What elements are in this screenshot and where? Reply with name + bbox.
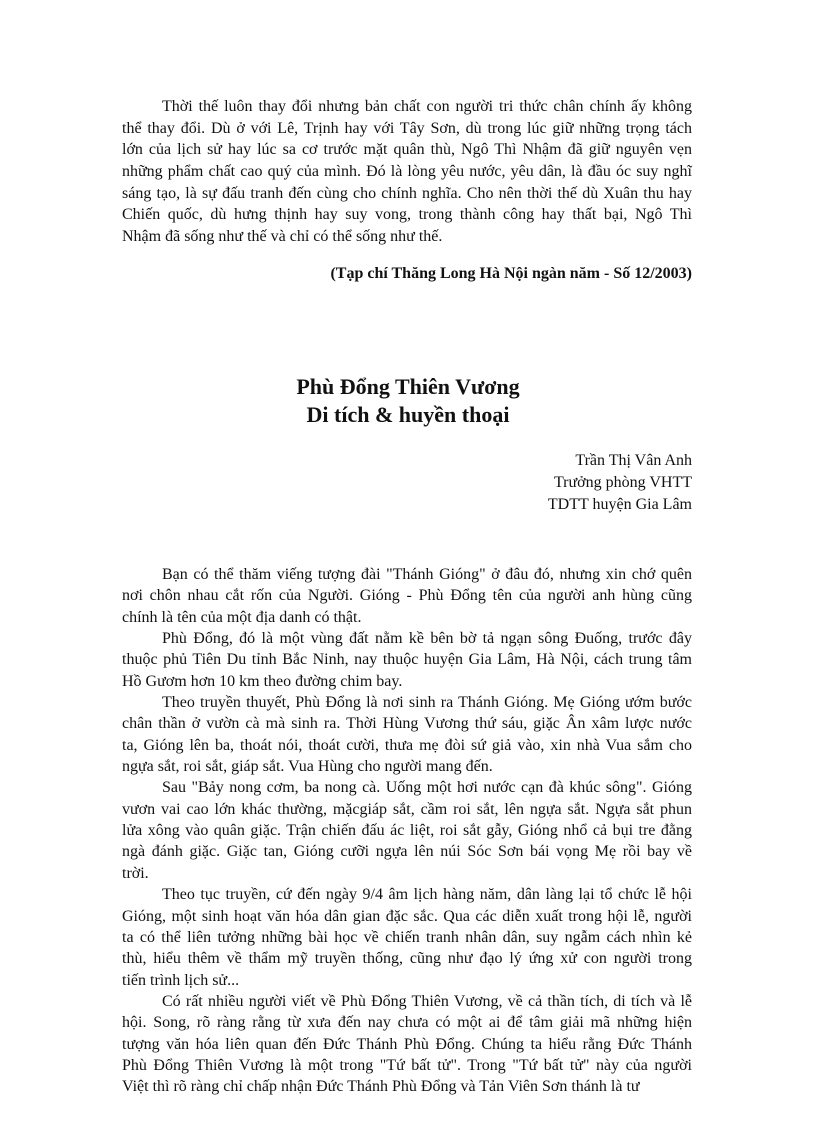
text-line: tượng văn hóa liên quan đến Đức Thánh Phù Đổng. Chúng ta hiểu rằng Đức Thánh xyxy=(122,1035,692,1053)
paragraph xyxy=(122,628,692,692)
paragraph xyxy=(122,96,692,248)
text-line: trời. xyxy=(122,864,149,882)
author-position: Trưởng phòng VHTT xyxy=(553,474,692,491)
text-line: Có rất nhiều người viết về Phù Đổng Thiên Vương, về cả thần tích, di tích và lễ xyxy=(162,992,692,1010)
text-line: chân thần ở vườn cà mà sinh ra. Thời Hùng Vương thứ sáu, giặc Ân xâm lược nước xyxy=(122,715,692,733)
article-title: Phù Đổng Thiên Vương xyxy=(296,374,520,399)
paragraph xyxy=(122,884,692,991)
text-line: Bạn có thể thăm viếng tượng đài "Thánh Gióng" ở đâu đó, nhưng xin chớ quên xyxy=(162,566,692,583)
text-line: thuộc phủ Tiên Du tỉnh Bắc Ninh, nay thuộc huyện Gia Lâm, Hà Nội, cách trung tâm xyxy=(122,651,692,669)
text-line: thể thay đổi. Dù ở với Lê, Trịnh hay với Tây Sơn, dù trong lúc giữ những trọng tách xyxy=(122,119,692,137)
text-line: lửa xông vào quân giặc. Trận chiến đấu ác liệt, roi sắt gẫy, Gióng nhổ cả bụi tre đằng xyxy=(122,822,692,840)
text-line: Sau "Bảy nong cơm, ba nong cà. Uống một hơi nước cạn đà khúc sông". Gióng xyxy=(162,779,692,797)
paragraph xyxy=(122,777,692,884)
text-line: thù, hiểu thêm về thẩm mỹ truyền thống, cũng như đạo lý ứng xử con người trong xyxy=(122,950,692,968)
text-line: Theo tục truyền, cứ đến ngày 9/4 âm lịch hàng năm, dân làng lại tổ chức lễ hội xyxy=(162,886,692,904)
author-name: Trần Thị Vân Anh xyxy=(575,452,692,469)
article-subtitle: Di tích & huyền thoại xyxy=(306,402,510,427)
article-body xyxy=(122,564,692,1098)
text-line: lớn của lịch sử hay lúc sa cơ trước mặt quân thù, Ngô Thì Nhậm đã giữ nguyên vẹn xyxy=(122,141,692,159)
text-line: tiến trình lịch sử... xyxy=(122,971,240,989)
text-line: ta, Gióng lên ba, thoát nói, thoát cười, thưa mẹ đòi sứ giả vào, xin nhà Vua sắm cho xyxy=(122,736,692,754)
text-line: nơi chôn nhau cắt rốn của Người. Gióng - Phù Đổng tên của người anh hùng cũng xyxy=(122,587,692,605)
text-line: Chiến quốc, dù hưng thịnh hay suy vong, trong thành công hay thất bại, Ngô Thì xyxy=(122,206,692,224)
text-line: Nhậm đã sống như thế và chỉ có thể sống như thế. xyxy=(122,228,443,246)
text-line: những phẩm chất cao quý của mình. Đó là lòng yêu nước, yêu dân, là đầu óc suy nghĩ xyxy=(122,163,692,181)
closing-paragraph xyxy=(122,96,692,248)
text-line: Theo truyền thuyết, Phù Đổng là nơi sinh ra Thánh Gióng. Mẹ Gióng ướm bước xyxy=(162,694,692,712)
text-line: sáng tạo, là sự đấu tranh đến cùng cho chính nghĩa. Cho nên thời thế dù Xuân thu hay xyxy=(122,184,692,202)
text-line: Phù Đổng Thiên Vương là một trong "Tứ bất tử". Trong "Tứ bất tử" này của người xyxy=(122,1056,692,1074)
text-line: vươn vai cao lớn khác thường, mặcgiáp sắt, cầm roi sắt, lên ngựa sắt. Ngựa sắt phun xyxy=(122,800,692,818)
text-line: Phù Đổng, đó là một vùng đất nằm kề bên bờ tả ngạn sông Đuống, trước đây xyxy=(162,630,692,648)
text-line: hội. Song, rõ ràng rằng từ xưa đến nay chưa có một ai để tâm giải mã những hiện xyxy=(122,1014,692,1032)
text-line: Việt thì rõ ràng chỉ chấp nhận Đức Thánh Phù Đổng và Tản Viên Sơn thánh là tư xyxy=(122,1078,640,1096)
text-line: ngà đánh giặc. Giặc tan, Gióng cưỡi ngựa lên núi Sóc Sơn bái vọng Mẹ rồi bay về xyxy=(122,843,692,861)
source-citation: (Tạp chí Thăng Long Hà Nội ngàn năm - Số 12/2003) xyxy=(330,265,692,282)
text-line: chính là tên của một địa danh có thật. xyxy=(122,608,362,626)
text-line: ta có thể liên tưởng những bài học về chiến tranh nhân dân, suy ngẫm cách nhìn kẻ xyxy=(122,928,692,946)
paragraph xyxy=(122,692,692,777)
text-line: Thời thế luôn thay đổi nhưng bản chất con người tri thức chân chính ấy không xyxy=(162,98,692,115)
text-line: ngựa sắt, roi sắt, giáp sắt. Vua Hùng cho người mang đến. xyxy=(122,758,493,776)
paragraph xyxy=(122,991,692,1098)
text-line: Hồ Gươm hơn 10 km theo đường chim bay. xyxy=(122,672,403,690)
author-organization: TDTT huyện Gia Lâm xyxy=(547,496,692,513)
text-line: Gióng, một sinh hoạt văn hóa dân gian đặc sắc. Qua các diễn xuất trong hội lễ, người xyxy=(122,907,692,925)
paragraph xyxy=(122,564,692,628)
